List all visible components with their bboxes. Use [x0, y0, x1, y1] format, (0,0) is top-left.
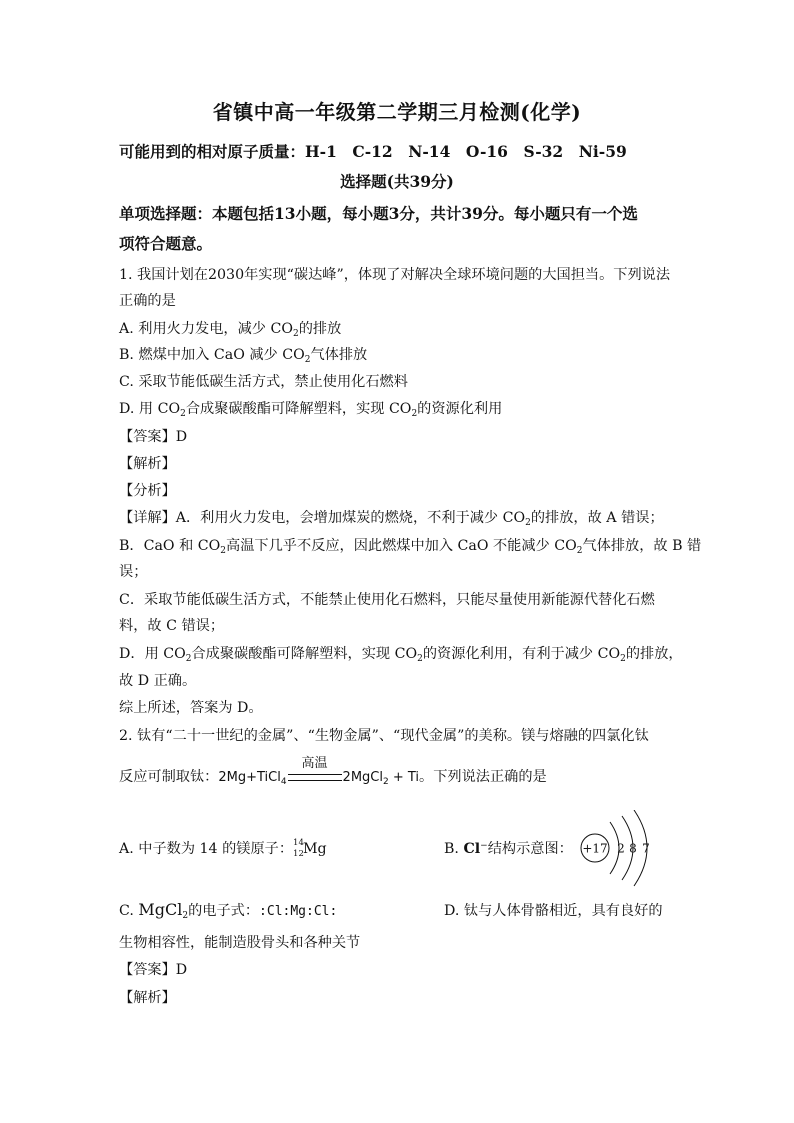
- magnesium-chloride-formula: MgCl: [138, 900, 183, 919]
- equation-product-2: + Ti: [392, 770, 420, 785]
- mass-number: 14: [293, 838, 304, 848]
- q2-equation-left: [218, 770, 286, 785]
- q1-option-b-text-end: 气体排放: [310, 347, 368, 363]
- subscript: 2: [182, 911, 189, 921]
- atomic-number: 12: [293, 849, 304, 859]
- subscript: 2: [417, 654, 423, 664]
- q1-detail-a-text-end: 的排放，故 A 错误；: [530, 510, 664, 526]
- equation-product-1: 2MgCl: [342, 770, 383, 785]
- subscript: 2: [620, 654, 626, 664]
- shell-electrons-3: 7: [642, 841, 650, 856]
- subscript: 2: [185, 654, 192, 664]
- instruction-line-2: 项符合题意。: [119, 234, 213, 253]
- q2-option-b: [444, 838, 573, 858]
- q1-stem-line-2: 正确的是: [119, 293, 176, 309]
- q2-answer: 【答案】D: [119, 962, 188, 978]
- q1-detail-c-cont: 料，故 C 错误；: [119, 618, 225, 634]
- q1-analysis-label: 【解析】: [119, 456, 176, 472]
- subscript: 2: [220, 546, 226, 556]
- subscript: 2: [180, 409, 186, 419]
- q1-option-b-text: B. 燃煤中加入 CaO 减少 CO: [119, 347, 305, 363]
- subscript: 2: [525, 518, 531, 528]
- q2-option-b-text: 结构示意图：: [487, 841, 573, 857]
- electron-dot-formula: :Cl:Mg:Cl:: [259, 904, 338, 919]
- q2-stem-line-2: [119, 756, 547, 787]
- q1-stem-line-1: 1. 我国计划在2030年实现“碳达峰”，体现了对解决全球环境问题的大国担当。下列说法: [119, 267, 671, 283]
- reaction-condition: [287, 756, 343, 785]
- nucleus-charge: +17: [582, 841, 608, 856]
- q1-option-a-text: A. 利用火力发电，减少 CO: [119, 321, 293, 337]
- q1-detail-d-text-4: 的排放，: [625, 646, 683, 662]
- q1-detail-c: C．采取节能低碳生活方式，不能禁止使用化石燃料，只能尽量使用新能源代替化石燃: [119, 592, 655, 608]
- q2-stem-line-1: 2. 钛有“二十一世纪的金属”、“生物金属”、“现代金属”的美称。镁与熔融的四氯化钛: [119, 728, 649, 744]
- q1-option-d-text-3: 的资源化利用: [417, 401, 503, 417]
- ion-charge: −: [480, 841, 488, 851]
- nuclide-notation: [293, 838, 303, 860]
- q1-detail-b: [119, 535, 701, 556]
- subscript: 4: [280, 777, 287, 787]
- double-line-arrow: [288, 774, 342, 781]
- q2-option-d-line-1: D. 钛与人体骨骼相近，具有良好的: [444, 903, 663, 919]
- q2-option-c-label: C.: [119, 903, 134, 919]
- q1-detail-d-cont: 故 D 正确。: [119, 673, 197, 689]
- q2-stem-text: 反应可制取钛：: [119, 769, 219, 785]
- q1-option-a-text-end: 的排放: [298, 321, 342, 337]
- instruction-line-1: 单项选择题：本题包括13小题，每小题3分，共计39分。每小题只有一个选: [119, 204, 638, 223]
- q1-detail-d-text-2: 合成聚碳酸酯可降解塑料，实现 CO: [191, 646, 418, 662]
- subscript: 2: [576, 546, 583, 556]
- atomic-masses-line: 可能用到的相对原子质量：H-1 C-12 N-14 O-16 S-32 Ni-59: [119, 142, 627, 161]
- q1-detail-d-text: D．用 CO: [119, 646, 186, 662]
- subscript: 2: [304, 355, 311, 365]
- q1-detail-d-text-3: 的资源化利用，有利于减少 CO: [422, 646, 621, 662]
- q1-detail-b-text: B．CaO 和 CO: [119, 538, 221, 554]
- q1-option-d-text-2: 合成聚碳酸酯可降解塑料，实现 CO: [185, 401, 412, 417]
- q2-option-b-label: B.: [444, 841, 459, 857]
- q2-option-c-text: 的电子式：: [188, 903, 260, 919]
- q2-stem-text-end: 。下列说法正确的是: [419, 769, 547, 785]
- subscript: 2: [292, 329, 299, 339]
- section-title: 选择题(共39分): [340, 172, 454, 191]
- q1-option-d: [119, 398, 502, 419]
- q1-option-d-text: D. 用 CO: [119, 401, 181, 417]
- q1-detail-b-cont: 误；: [119, 564, 148, 580]
- q1-answer: 【答案】D: [119, 429, 188, 445]
- q1-detail-a-text: 【详解】A．利用火力发电，会增加煤炭的燃烧，不利于减少 CO: [119, 510, 526, 526]
- page-title: 省镇中高一年级第二学期三月检测(化学): [212, 100, 582, 124]
- q1-fenxi-label: 【分析】: [119, 483, 176, 499]
- shell-electrons-1: 2: [617, 841, 625, 856]
- q1-detail-a: [119, 507, 664, 528]
- q1-detail-d: [119, 643, 683, 664]
- q2-equation-right: [343, 770, 420, 785]
- q1-detail-b-text-2: 高温下几乎不反应，因此燃煤中加入 CaO 不能减少 CO: [226, 538, 577, 554]
- chloride-ion-structure-diagram: [576, 810, 680, 888]
- q1-option-c: C. 采取节能低碳生活方式，禁止使用化石燃料: [119, 374, 408, 390]
- q2-analysis-label: 【解析】: [119, 990, 176, 1006]
- q1-option-a: [119, 318, 341, 339]
- subscript: 2: [411, 409, 418, 419]
- q1-summary: 综上所述，答案为 D。: [119, 700, 263, 716]
- reaction-condition-label: 高温: [301, 756, 328, 771]
- q2-option-c: [119, 900, 337, 921]
- element-symbol: Mg: [303, 841, 327, 857]
- chloride-ion: Cl: [463, 841, 481, 857]
- q1-detail-b-text-3: 气体排放，故 B 错: [582, 538, 702, 554]
- q2-option-a: [119, 838, 327, 860]
- q2-option-d-line-2: 生物相容性，能制造股骨头和各种关节: [119, 935, 361, 951]
- subscript: 2: [382, 777, 389, 787]
- q1-option-b: [119, 344, 367, 365]
- equation-reactants: 2Mg+TiCl: [218, 770, 281, 785]
- shell-electrons-2: 8: [629, 841, 637, 856]
- q2-option-a-text: A. 中子数为 14 的镁原子：: [119, 841, 294, 857]
